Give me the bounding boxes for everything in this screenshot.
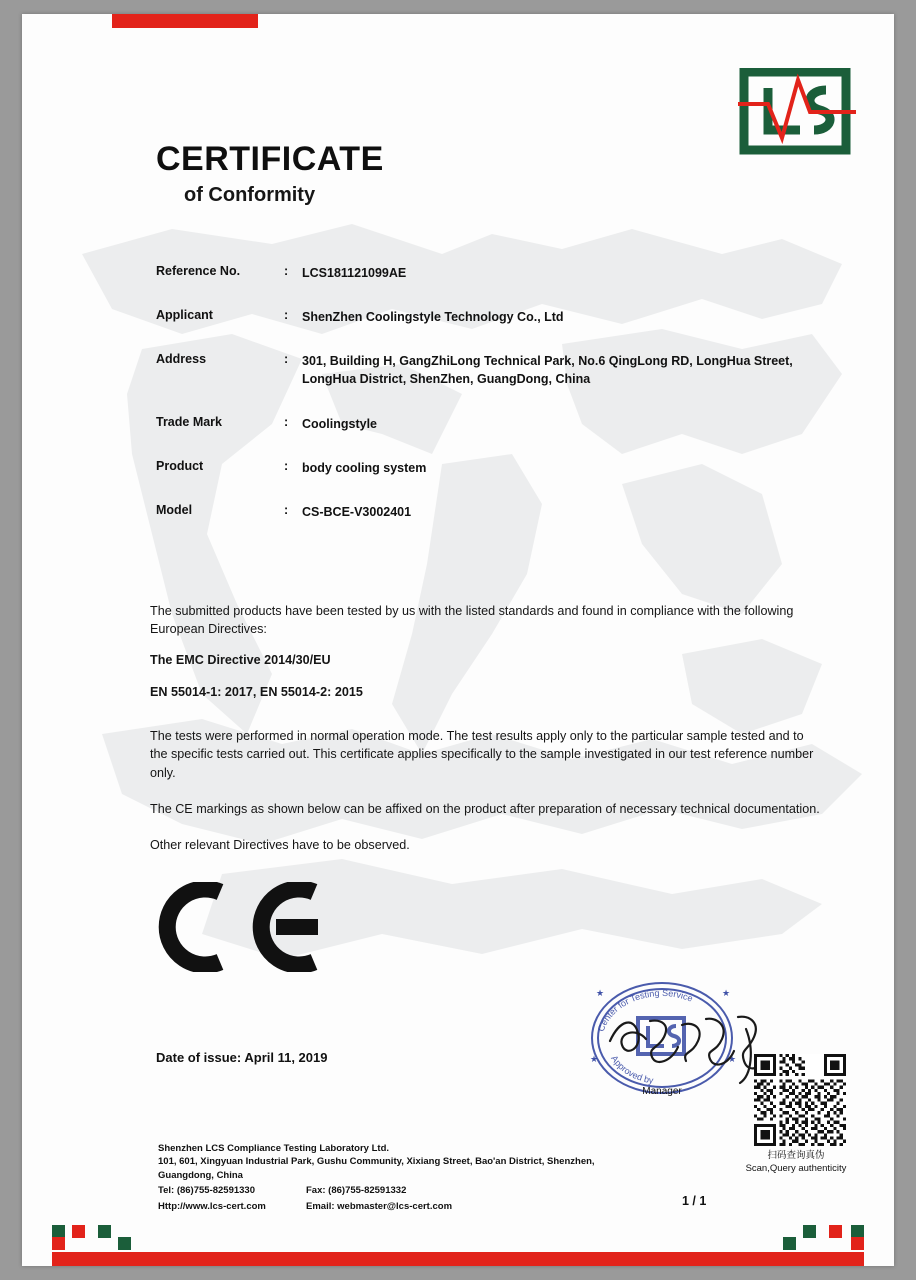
field-label: Product [156, 458, 204, 473]
field-row-product [156, 459, 836, 477]
field-label: Trade Mark [156, 414, 223, 429]
footer-contacts-row-1 [158, 1184, 678, 1197]
field-value: body cooling system [302, 460, 427, 475]
paragraph-directive: The EMC Directive 2014/30/EU [150, 652, 331, 667]
field-row-reference [156, 264, 836, 282]
field-value: CS-BCE-V3002401 [302, 504, 412, 519]
qr-caption-cn: 扫码查询真伪 [767, 1150, 825, 1161]
bottom-accent-bar-left [52, 1252, 472, 1266]
qr-caption [726, 1150, 866, 1176]
page-subtitle: of Conformity [184, 183, 316, 206]
qr-code [754, 1054, 846, 1146]
field-value: Coolingstyle [302, 416, 378, 431]
body-text [150, 602, 822, 869]
lcs-logo-icon [738, 68, 856, 160]
paragraph-tests: The tests were performed in normal operation mode. The test results apply only to the particular sample tested and to the specific tests carried out. This certificate applies specifically to the sample investigated in our test reference number only. [150, 729, 814, 780]
corner-mark-7 [829, 1225, 842, 1238]
field-colon: : [284, 458, 289, 473]
paragraph-intro: The submitted products have been tested by us with the listed standards and found in compliance with the following European Directives: [150, 604, 794, 637]
corner-mark-5 [52, 1237, 65, 1250]
qr-caption-en: Scan,Query authenticity [745, 1162, 847, 1174]
field-label: Model [156, 502, 193, 517]
field-colon: : [284, 502, 289, 517]
footer-address-1: 101, 601, Xingyuan Industrial Park, Gushu Community, Xixiang Street, Bao'an District, Shenzhen, [158, 1156, 595, 1168]
field-row-trade-mark [156, 415, 836, 433]
corner-mark-2 [72, 1225, 85, 1238]
svg-text:★: ★ [722, 988, 731, 998]
paragraph-markings: The CE markings as shown below can be affixed on the product after preparation of necessary technical documentation. [150, 801, 820, 816]
field-label: Applicant [156, 308, 213, 323]
field-row-applicant [156, 308, 836, 326]
footer-address-2: Guangdong, China [158, 1169, 243, 1181]
field-label: Reference No. [156, 264, 241, 278]
paragraph-other-directives: Other relevant Directives have to be observed. [150, 838, 410, 852]
ce-mark-icon [154, 882, 334, 972]
field-colon: : [284, 352, 289, 367]
field-row-model [156, 503, 836, 521]
field-value: ShenZhen Coolingstyle Technology Co., Ltd [302, 310, 564, 325]
top-accent-bar [112, 14, 258, 28]
date-of-issue: Date of issue: April 11, 2019 [156, 1050, 328, 1065]
footer-contacts-row-2 [158, 1200, 678, 1213]
footer-company: Shenzhen LCS Compliance Testing Laboratory Ltd. [158, 1143, 390, 1154]
footer-fax: Fax: (86)755-82591332 [306, 1185, 407, 1197]
certificate-fields [156, 264, 836, 547]
svg-text:Manager: Manager [642, 1086, 682, 1097]
field-colon: : [284, 414, 289, 429]
corner-mark-9 [783, 1237, 796, 1250]
svg-text:★: ★ [728, 1054, 737, 1064]
certificate-sheet [22, 14, 894, 1266]
footer-website[interactable]: Http://www.lcs-cert.com [158, 1200, 266, 1212]
page-title: CERTIFICATE [156, 140, 384, 178]
bottom-accent-bar-right [444, 1252, 864, 1266]
field-colon: : [284, 264, 289, 278]
field-value: 301, Building H, GangZhiLong Technical Park, No.6 QingLong RD, LongHua Street, LongHua District, ShenZhen, GuangDong, China [302, 354, 793, 387]
corner-mark-3 [98, 1225, 111, 1238]
field-label: Address [156, 352, 207, 367]
svg-text:Center for Testing Service: Center for Testing Service [595, 987, 695, 1033]
page-number: 1 / 1 [682, 1194, 707, 1208]
svg-text:Approved by: Approved by [609, 1053, 655, 1086]
footer [158, 1142, 678, 1213]
svg-text:★: ★ [596, 988, 605, 998]
field-colon: : [284, 308, 289, 323]
title-block [156, 142, 384, 207]
corner-mark-10 [851, 1237, 864, 1250]
corner-mark-4 [118, 1237, 131, 1250]
footer-email[interactable]: Email: webmaster@lcs-cert.com [306, 1200, 453, 1212]
footer-tel: Tel: (86)755-82591330 [158, 1185, 255, 1197]
svg-text:★: ★ [590, 1054, 599, 1064]
corner-mark-8 [803, 1225, 816, 1238]
field-value: LCS181121099AE [302, 266, 407, 280]
signature [600, 999, 780, 1089]
paragraph-standards: EN 55014-1: 2017, EN 55014-2: 2015 [150, 684, 363, 699]
field-row-address [156, 352, 836, 388]
